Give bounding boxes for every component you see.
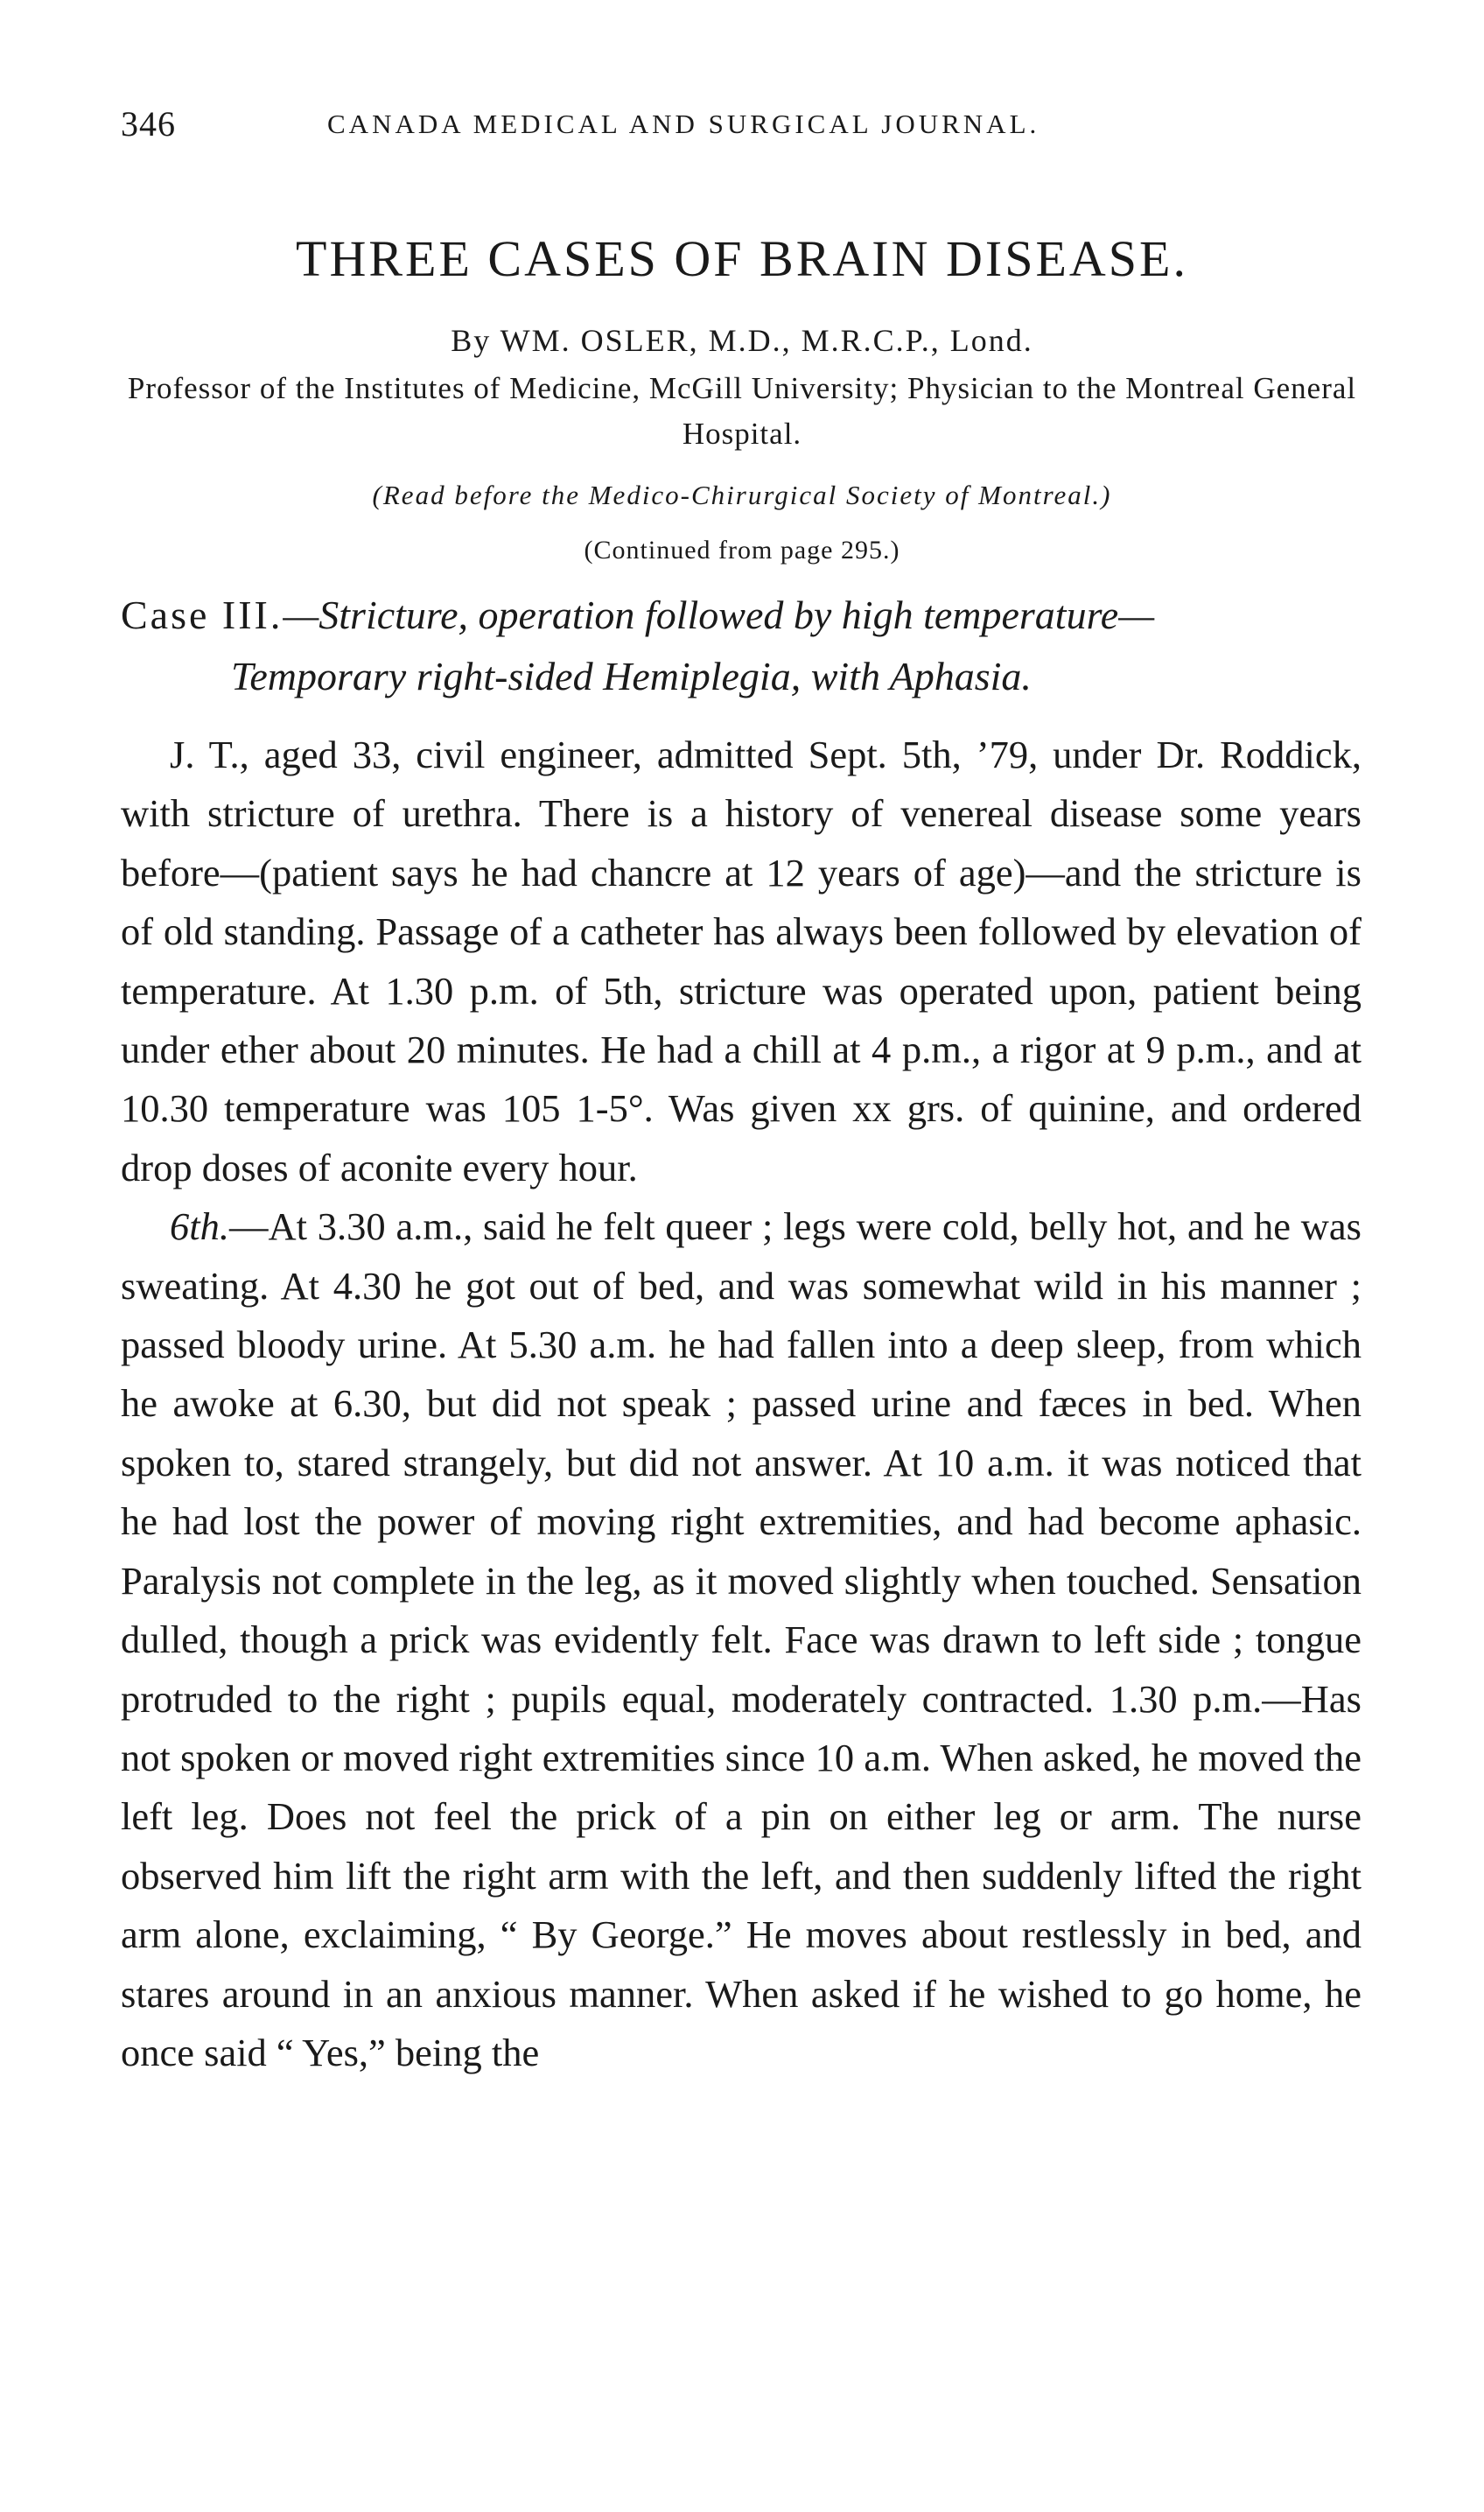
continued-note: (Continued from page 295.)	[584, 536, 900, 565]
article-body	[121, 726, 1362, 2082]
running-head	[121, 103, 1363, 156]
paragraph-date-label: 6th.	[170, 1204, 229, 1249]
author-byline: By WM. OSLER, M.D., M.R.C.P., Lond.	[451, 323, 1033, 358]
case-title-part-2: Temporary right-sided Hemiplegia, with Aphasia.	[231, 654, 1032, 698]
journal-title: CANADA MEDICAL AND SURGICAL JOURNAL.	[327, 109, 1040, 139]
page-number: 346	[121, 104, 176, 144]
case-heading-line-1	[121, 585, 1363, 646]
case-heading	[121, 585, 1363, 707]
body-paragraph-2-text: —At 3.30 a.m., said he felt queer ; legs were cold, belly hot, and he was sweating. At 4.30 he got out of bed, and was somewhat wild in his manner ; passed bloody urine. At 5.30 a.m. he had fallen into a deep sleep, from which he awoke at 6.30, but did not speak ; passed urine and fæces in bed. When spoken to, stared strangely, but did not answer. At 10 a.m. it was noticed that he had lost the power of moving right extremities, and had become aphasic. Paralysis not complete in the leg, as it moved slightly when touched. Sensation dulled, though a prick was evidently felt. Face was drawn to left side ; tongue protruded to the right ; pupils equal, moderately contracted. 1.30 p.m.—Has not spoken or moved right extremities since 10 a.m. When asked, he moved the left leg. Does not feel the prick of a pin on either leg or arm. The nurse observed him lift the right arm with the left, and then suddenly lifted the right arm alone, exclaiming, “ By George.” He moves about restlessly in bed, and stares around in an anxious manner. When asked if he wished to go home, he once said “ Yes,” being the	[121, 1204, 1362, 2074]
case-title-part-1: —Stricture, operation followed by high temperature—	[283, 593, 1155, 637]
body-paragraph-2	[121, 1197, 1362, 2082]
body-paragraph-1: J. T., aged 33, civil engineer, admitted Sept. 5th, ’79, under Dr. Roddick, with stricture of urethra. There is a history of venereal disease some years before—(patient says he had chancre at 12 years of age)—and the stricture is of old standing. Passage of a catheter has always been followed by elevation of temperature. At 1.30 p.m. of 5th, stricture was operated upon, patient being under ether about 20 minutes. He had a chill at 4 p.m., a rigor at 9 p.m., and at 10.30 temperature was 105 1-5°. Was given xx grs. of quinine, and ordered drop doses of aconite every hour.	[121, 733, 1362, 1189]
read-before-note: (Read before the Medico-Chirurgical Society of Montreal.)	[372, 480, 1112, 510]
article-title: THREE CASES OF BRAIN DISEASE.	[296, 230, 1188, 287]
case-label: Case III.	[121, 593, 284, 637]
author-affiliation: Professor of the Institutes of Medicine, McGill University; Physician to the Montreal General Hospital.	[127, 371, 1357, 451]
